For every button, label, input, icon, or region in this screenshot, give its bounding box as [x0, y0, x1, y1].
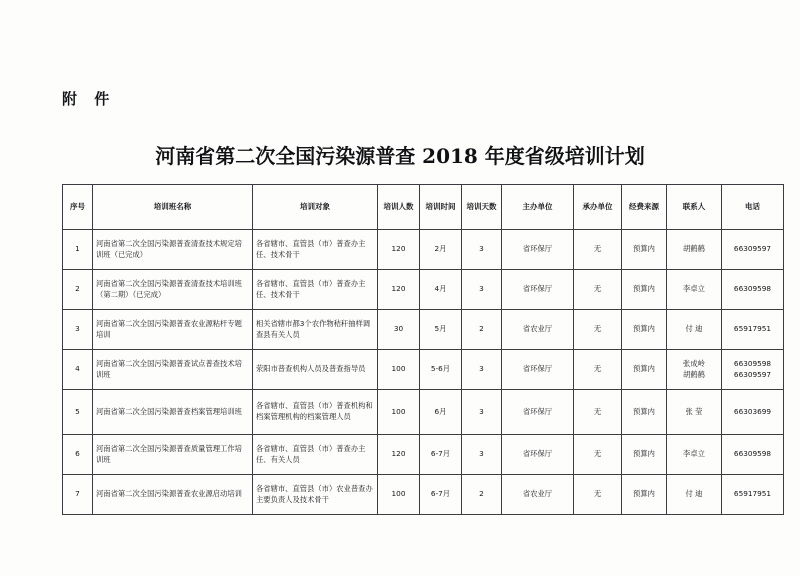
cell-host: 省环保厅 — [502, 270, 574, 310]
cell-count: 100 — [378, 390, 420, 435]
cell-phone — [722, 350, 784, 390]
phone-number: 66309597 — [733, 244, 772, 254]
cell-target: 各省辖市、直管县（市）普查办主任、技术骨干 — [253, 230, 378, 270]
cell-undertaker: 无 — [574, 270, 622, 310]
column-header-target: 培训对象 — [253, 185, 378, 230]
cell-host: 省农业厅 — [502, 475, 574, 515]
contact-name: 张成岭 — [683, 358, 705, 368]
cell-host: 省环保厅 — [502, 390, 574, 435]
cell-target: 荥阳市普查机构人员及普查指导员 — [253, 350, 378, 390]
contact-name: 付 迪 — [685, 489, 703, 499]
cell-funding: 预算内 — [622, 310, 667, 350]
cell-index: 2 — [63, 270, 93, 310]
cell-target: 各省辖市、直管县（市）普查办主任、技术骨干 — [253, 270, 378, 310]
cell-name: 河南省第二次全国污染源普查清查技术培训班（第二期）（已完成） — [93, 270, 253, 310]
cell-undertaker: 无 — [574, 350, 622, 390]
phone-number: 66309598 — [733, 284, 772, 294]
cell-phone — [722, 435, 784, 475]
page-title: 河南省第二次全国污染源普查 2018 年度省级培训计划 — [155, 144, 645, 168]
cell-name: 河南省第二次全国污染源普查清查技术规定培训班（已完成） — [93, 230, 253, 270]
cell-undertaker: 无 — [574, 390, 622, 435]
cell-undertaker: 无 — [574, 310, 622, 350]
cell-name: 河南省第二次全国污染源普查质量管理工作培训班 — [93, 435, 253, 475]
column-header-undertaker: 承办单位 — [574, 185, 622, 230]
cell-funding: 预算内 — [622, 350, 667, 390]
cell-count: 30 — [378, 310, 420, 350]
phone-number: 66309598 — [733, 449, 772, 459]
cell-target: 相关省辖市都3个农作物秸秆抽样调查县有关人员 — [253, 310, 378, 350]
cell-name: 河南省第二次全国污染源普查农业源粘杆专题培训 — [93, 310, 253, 350]
cell-undertaker: 无 — [574, 230, 622, 270]
cell-time: 5月 — [420, 310, 462, 350]
cell-count: 100 — [378, 475, 420, 515]
cell-days: 2 — [462, 310, 502, 350]
cell-index: 4 — [63, 350, 93, 390]
cell-phone — [722, 475, 784, 515]
cell-host: 省环保厅 — [502, 435, 574, 475]
cell-host: 省环保厅 — [502, 230, 574, 270]
cell-contact — [667, 350, 722, 390]
cell-index: 7 — [63, 475, 93, 515]
cell-host: 省农业厅 — [502, 310, 574, 350]
cell-phone — [722, 230, 784, 270]
contact-name: 张 莹 — [685, 406, 703, 416]
cell-count: 120 — [378, 230, 420, 270]
phone-number: 66303699 — [733, 406, 772, 416]
cell-contact — [667, 390, 722, 435]
cell-target: 各省辖市、直管县（市）普查办主任、有关人员 — [253, 435, 378, 475]
cell-time: 2月 — [420, 230, 462, 270]
cell-time: 6月 — [420, 390, 462, 435]
table-row — [63, 270, 784, 310]
table-row — [63, 310, 784, 350]
phone-number: 65917951 — [733, 489, 772, 499]
column-header-contact: 联系人 — [667, 185, 722, 230]
attachment-label: 附 件 — [62, 90, 116, 108]
contact-name: 付 迪 — [685, 324, 703, 334]
phone-number: 65917951 — [733, 324, 772, 334]
contact-name: 李卓立 — [683, 449, 705, 459]
cell-undertaker: 无 — [574, 435, 622, 475]
cell-host: 省环保厅 — [502, 350, 574, 390]
cell-index: 5 — [63, 390, 93, 435]
cell-days: 3 — [462, 435, 502, 475]
cell-contact — [667, 270, 722, 310]
cell-name: 河南省第二次全国污染源普查农业源启动培训 — [93, 475, 253, 515]
table-row — [63, 350, 784, 390]
cell-undertaker: 无 — [574, 475, 622, 515]
cell-index: 6 — [63, 435, 93, 475]
contact-name: 胡鹤鹤 — [683, 369, 705, 379]
cell-name: 河南省第二次全国污染源普查档案管理培训班 — [93, 390, 253, 435]
cell-target: 各省辖市、直管县（市）普查机构和档案管理机构的档案管理人员 — [253, 390, 378, 435]
table-row — [63, 435, 784, 475]
column-header-count: 培训人数 — [378, 185, 420, 230]
cell-time: 5-6月 — [420, 350, 462, 390]
cell-funding: 预算内 — [622, 390, 667, 435]
training-plan-table — [62, 184, 784, 515]
cell-days: 3 — [462, 230, 502, 270]
cell-phone — [722, 390, 784, 435]
column-header-name: 培训班名称 — [93, 185, 253, 230]
cell-count: 120 — [378, 270, 420, 310]
table-row — [63, 390, 784, 435]
cell-index: 1 — [63, 230, 93, 270]
cell-funding: 预算内 — [622, 435, 667, 475]
cell-days: 3 — [462, 270, 502, 310]
cell-phone — [722, 310, 784, 350]
cell-count: 100 — [378, 350, 420, 390]
cell-days: 3 — [462, 350, 502, 390]
cell-target: 各省辖市、直管县（市）农业普查办主要负责人及技术骨干 — [253, 475, 378, 515]
cell-funding: 预算内 — [622, 270, 667, 310]
cell-time: 4月 — [420, 270, 462, 310]
column-header-time: 培训时间 — [420, 185, 462, 230]
table-header-row — [63, 185, 784, 230]
column-header-host: 主办单位 — [502, 185, 574, 230]
contact-name: 胡鹤鹤 — [683, 244, 705, 254]
cell-contact — [667, 475, 722, 515]
phone-number: 66309598 — [733, 358, 772, 368]
cell-days: 3 — [462, 390, 502, 435]
cell-contact — [667, 230, 722, 270]
cell-time: 6-7月 — [420, 475, 462, 515]
cell-contact — [667, 310, 722, 350]
column-header-days: 培训天数 — [462, 185, 502, 230]
phone-number: 66309597 — [733, 369, 772, 379]
cell-contact — [667, 435, 722, 475]
cell-funding: 预算内 — [622, 230, 667, 270]
column-header-funding: 经费来源 — [622, 185, 667, 230]
cell-count: 120 — [378, 435, 420, 475]
cell-funding: 预算内 — [622, 475, 667, 515]
cell-time: 6-7月 — [420, 435, 462, 475]
column-header-phone: 电话 — [722, 185, 784, 230]
cell-index: 3 — [63, 310, 93, 350]
cell-days: 2 — [462, 475, 502, 515]
table-row — [63, 475, 784, 515]
cell-phone — [722, 270, 784, 310]
table-row — [63, 230, 784, 270]
column-header-index: 序号 — [63, 185, 93, 230]
contact-name: 李卓立 — [683, 284, 705, 294]
cell-name: 河南省第二次全国污染源普查试点普查技术培训班 — [93, 350, 253, 390]
